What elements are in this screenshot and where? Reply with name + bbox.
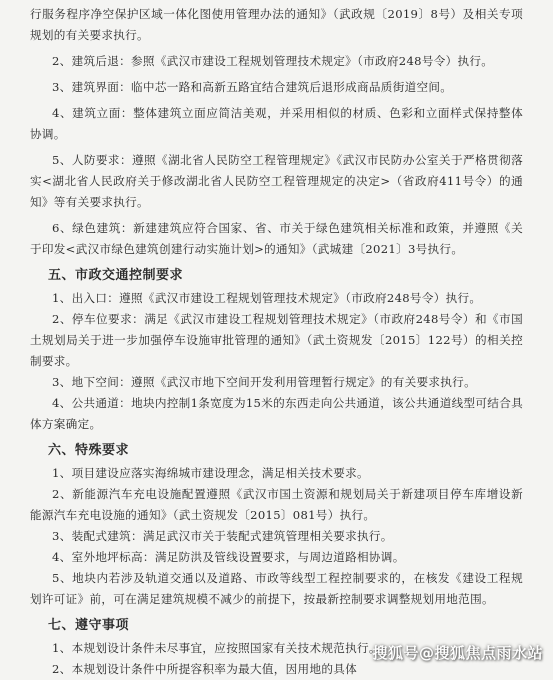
paragraph-continuation: 行服务程序净空保护区域一体化图使用管理办法的通知》（武政规〔2019〕8号）及相关专项规划的有关要求执行。	[30, 7, 523, 42]
list-item: 2、新能源汽车充电设施配置遵照《武汉市国土资源和规划局关于新建项目停车库增设新能源汽车充电设施的通知》（武土资规发〔2015〕081号）执行。	[30, 487, 523, 522]
paragraph-building-facade: 4、建筑立面：整体建筑立面应简洁美观，并采用相似的材质、色彩和立面样式保持整体协调。	[30, 106, 523, 141]
section-title-special: 六、特殊要求	[48, 443, 130, 458]
list-item: 2、停车位要求：满足《武汉市建设工程规划管理技术规定》（市政府248号令）和《市国土规划局关于进一步加强停车设施审批管理的通知》（武土资规发〔2015〕122号）的相关控制要求。	[30, 312, 523, 368]
list-item: 1、本规划设计条件未尽事宜，应按照国家有关技术规范执行。	[52, 641, 381, 655]
list-item: 3、地下空间：遵照《武汉市地下空间开发利用管理暂行规定》的有关要求执行。	[52, 375, 476, 389]
list-item: 1、出入口：遵照《武汉市建设工程规划管理技术规定》（市政府248号令）执行。	[52, 291, 482, 305]
paragraph-building-interface: 3、建筑界面：临中芯一路和高新五路宜结合建筑后退形成商品质街道空间。	[52, 80, 453, 94]
watermark: 搜狐号@搜狐焦点雨水站	[372, 644, 543, 662]
list-item: 1、项目建设应落实海绵城市建设理念，满足相关技术要求。	[52, 466, 369, 480]
section-title-traffic: 五、市政交通控制要求	[48, 268, 184, 283]
list-item: 4、室外地坪标高：满足防洪及管线设置要求，与周边道路相协调。	[52, 550, 405, 564]
paragraph-building-setback: 2、建筑后退：参照《武汉市建设工程规划管理技术规定》（市政府248号令）执行。	[52, 54, 494, 68]
list-item: 5、地块内若涉及轨道交通以及道路、市政等线型工程控制要求的，在核发《建设工程规划许可证》前，可在满足建筑规模不减少的前提下，按最新控制要求调整规划用地范围。	[30, 571, 523, 606]
list-item: 3、装配式建筑：满足武汉市关于装配式建筑管理相关要求执行。	[52, 529, 393, 543]
section-title-compliance: 七、遵守事项	[48, 618, 130, 633]
paragraph-civil-defense: 5、人防要求：遵照《湖北省人民防空工程管理规定》《武汉市民防办公室关于严格贯彻落实<湖北省人民政府关于修改湖北省人民防空工程管理规定的决定>（省政府411号令）的通知》等有关要求执行。	[30, 153, 523, 209]
list-item: 4、公共通道：地块内控制1条宽度为15米的东西走向公共通道，该公共通道线型可结合具体方案确定。	[30, 396, 523, 431]
list-item: 2、本规划设计条件中所提容积率为最大值，因用地的具体	[52, 662, 358, 676]
paragraph-green-building: 6、绿色建筑：新建建筑应符合国家、省、市关于绿色建筑相关标准和政策，并遵照《关于印发<武汉市绿色建筑创建行动实施计划>的通知》（武城建〔2021〕3号执行。	[30, 221, 523, 256]
